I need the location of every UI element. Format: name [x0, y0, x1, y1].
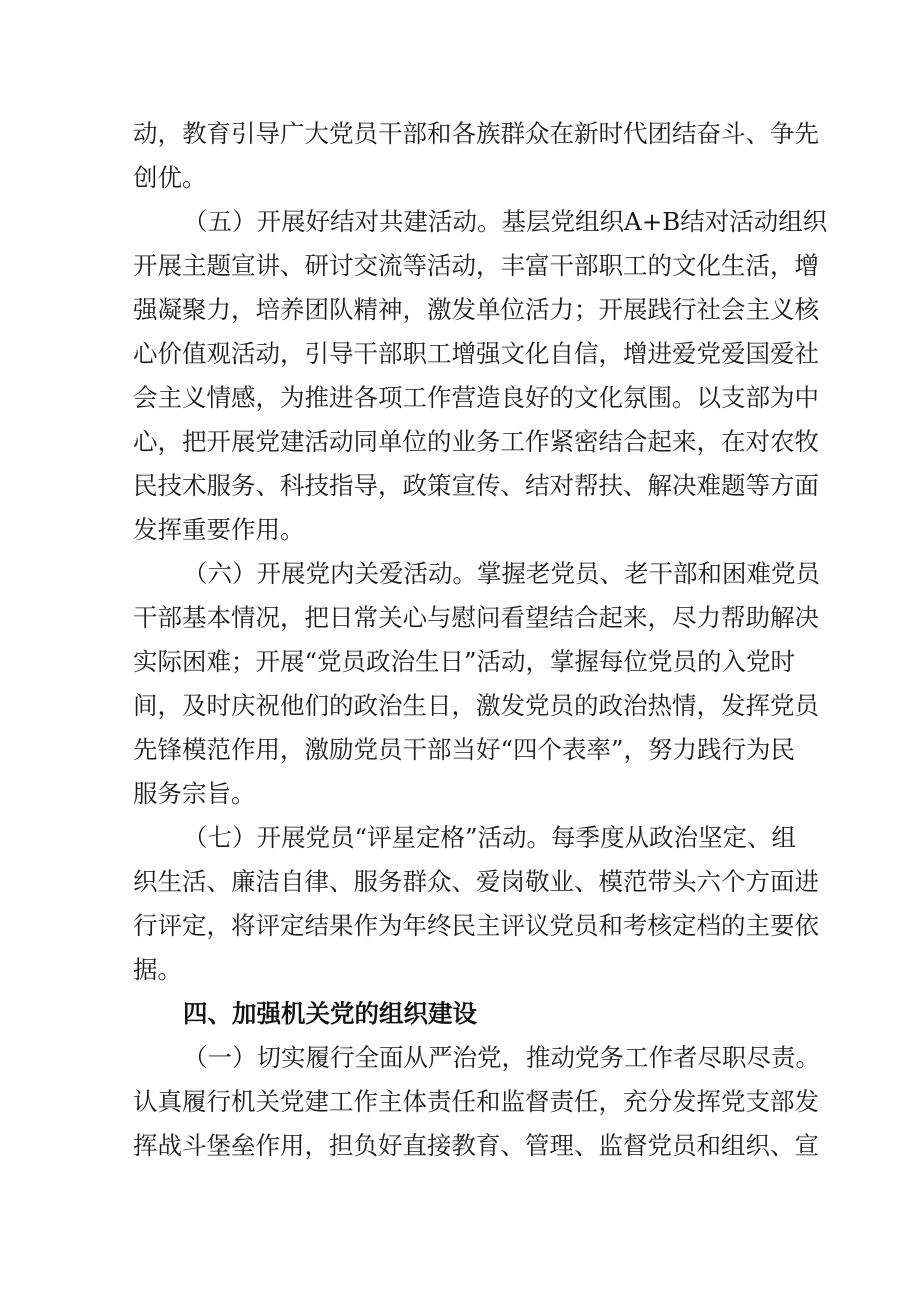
text-line: 创优。	[133, 163, 207, 192]
text-line: 会主义情感，为推进各项工作营造良好的文化氛围。以支部为中	[133, 383, 819, 412]
paragraph-heading-5: （五）开展好结对共建活动。基层党组织A+B结对活动组织	[183, 207, 828, 236]
paragraph-heading-6: （六）开展党内关爱活动。掌握老党员、老干部和困难党员	[183, 559, 820, 588]
text-line: 挥战斗堡垒作用，担负好直接教育、管理、监督党员和组织、宣	[133, 1131, 819, 1160]
section-heading: 四、加强机关党的组织建设	[183, 999, 477, 1028]
text-line: 发挥重要作用。	[133, 515, 305, 544]
text-line: 认真履行机关党建工作主体责任和监督责任，充分发挥党支部发	[133, 1087, 819, 1116]
text-line: 民技术服务、科技指导，政策宣传、结对帮扶、解决难题等方面	[133, 471, 819, 500]
text-line: 干部基本情况，把日常关心与慰问看望结合起来，尽力帮助解决	[133, 603, 819, 632]
text-line: 心，把开展党建活动同单位的业务工作紧密结合起来，在对农牧	[133, 427, 819, 456]
text-line: 据。	[133, 955, 182, 984]
text-line: 间，及时庆祝他们的政治生日，激发党员的政治热情，发挥党员	[133, 691, 819, 720]
paragraph-heading-1: （一）切实履行全面从严治党，推动党务工作者尽职尽责。	[183, 1043, 820, 1072]
text-line: 织生活、廉洁自律、服务群众、爱岗敬业、模范带头六个方面进	[133, 867, 819, 896]
text-line: 实际困难；开展“党员政治生日”活动，掌握每位党员的入党时	[133, 647, 796, 676]
paragraph-heading-7: （七）开展党员“评星定格”活动。每季度从政治坚定、组	[183, 823, 797, 852]
text-line: 开展主题宣讲、研讨交流等活动，丰富干部职工的文化生活，增	[133, 251, 819, 280]
text-line: 先锋模范作用，激励党员干部当好“四个表率”，努力践行为民	[133, 735, 796, 764]
text-line: 强凝聚力，培养团队精神，激发单位活力；开展践行社会主义核	[133, 295, 819, 324]
text-line: 服务宗旨。	[133, 779, 256, 808]
text-line: 心价值观活动，引导干部职工增强文化自信，增进爱党爱国爱社	[133, 339, 819, 368]
text-line: 行评定，将评定结果作为年终民主评议党员和考核定档的主要依	[133, 911, 819, 940]
text-line: 动，教育引导广大党员干部和各族群众在新时代团结奋斗、争先	[133, 119, 819, 148]
